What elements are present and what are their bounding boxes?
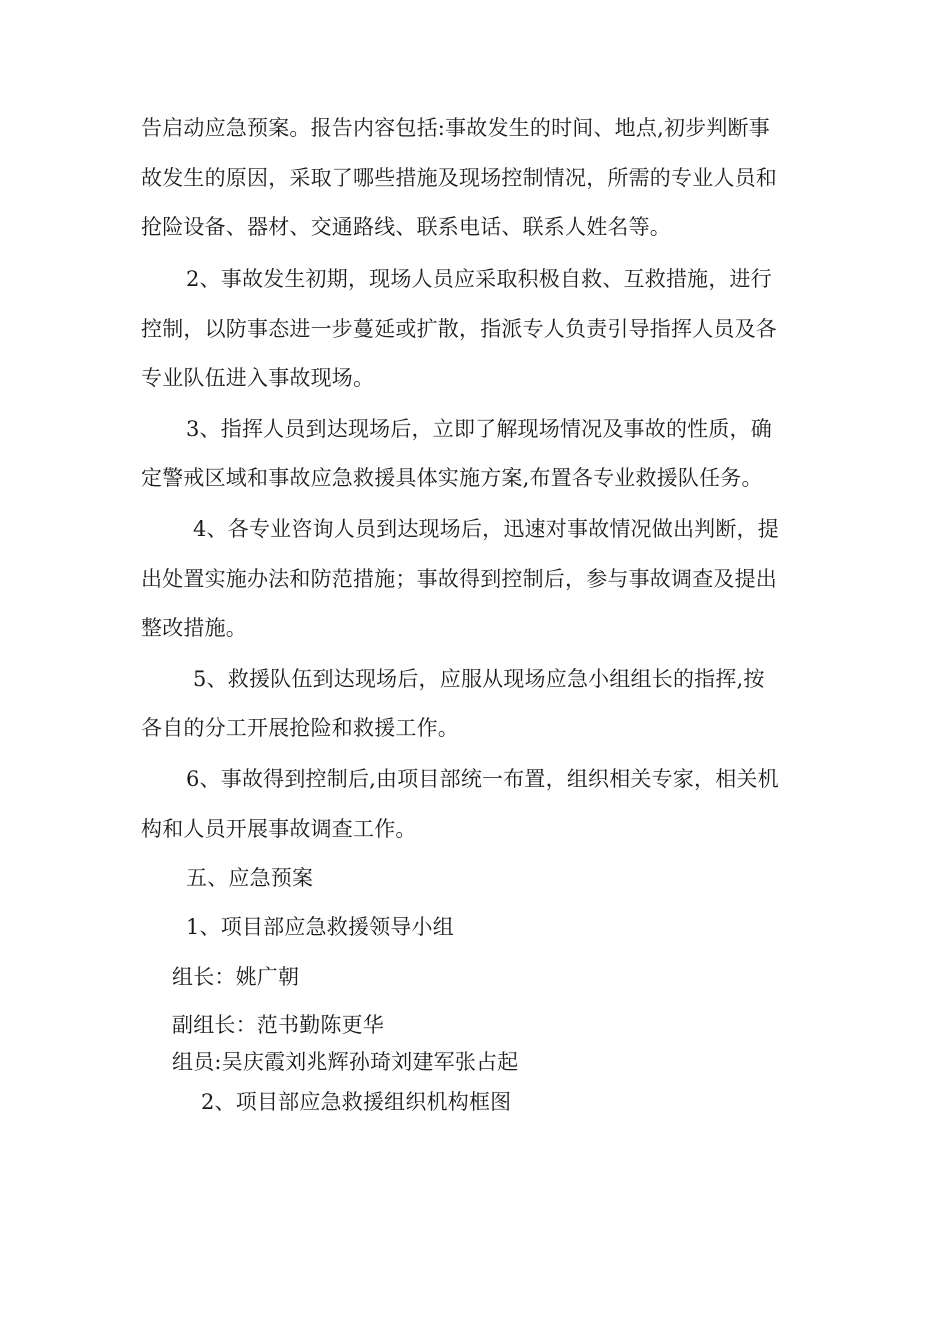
text-line: 控制，以防事态进一步蔓延或扩散，指派专人负责引导指挥人员及各: [141, 317, 777, 341]
text-line: 告启动应急预案。报告内容包括:事故发生的时间、地点,初步判断事: [141, 116, 770, 140]
text-line: 故发生的原因，采取了哪些措施及现场控制情况，所需的专业人员和: [141, 166, 777, 190]
text-line: 6、事故得到控制后,由项目部统一布置，组织相关专家，相关机: [186, 767, 779, 791]
text-line: 构和人员开展事故调查工作。: [141, 817, 417, 841]
text-line: 3、指挥人员到达现场后，立即了解现场情况及事故的性质，确: [186, 417, 772, 441]
text-line: 定警戒区域和事故应急救援具体实施方案,布置各专业救援队任务。: [141, 466, 763, 490]
text-line: 抢险设备、器材、交通路线、联系电话、联系人姓名等。: [141, 215, 671, 239]
section-heading: 五、应急预案: [186, 866, 314, 890]
team-leader: 组长：姚广朝: [172, 965, 300, 989]
deputy-leaders: 副组长：范书勤陈更华: [172, 1013, 384, 1037]
text-line: 2、事故发生初期，现场人员应采取积极自救、互救措施，进行: [186, 267, 772, 291]
subsection-heading: 1、项目部应急救援领导小组: [186, 915, 454, 939]
text-line: 5、救援队伍到达现场后，应服从现场应急小组组长的指挥,按: [193, 667, 765, 691]
text-line: 4、各专业咨询人员到达现场后，迅速对事故情况做出判断，提: [193, 517, 779, 541]
subsection-heading: 2、项目部应急救援组织机构框图: [201, 1090, 512, 1114]
text-line: 专业队伍进入事故现场。: [141, 366, 375, 390]
text-line: 各自的分工开展抢险和救援工作。: [141, 716, 459, 740]
team-members: 组员:吴庆霞刘兆辉孙琦刘建军张占起: [172, 1050, 519, 1074]
text-line: 整改措施。: [141, 616, 247, 640]
text-line: 出处置实施办法和防范措施；事故得到控制后，参与事故调查及提出: [141, 567, 777, 591]
